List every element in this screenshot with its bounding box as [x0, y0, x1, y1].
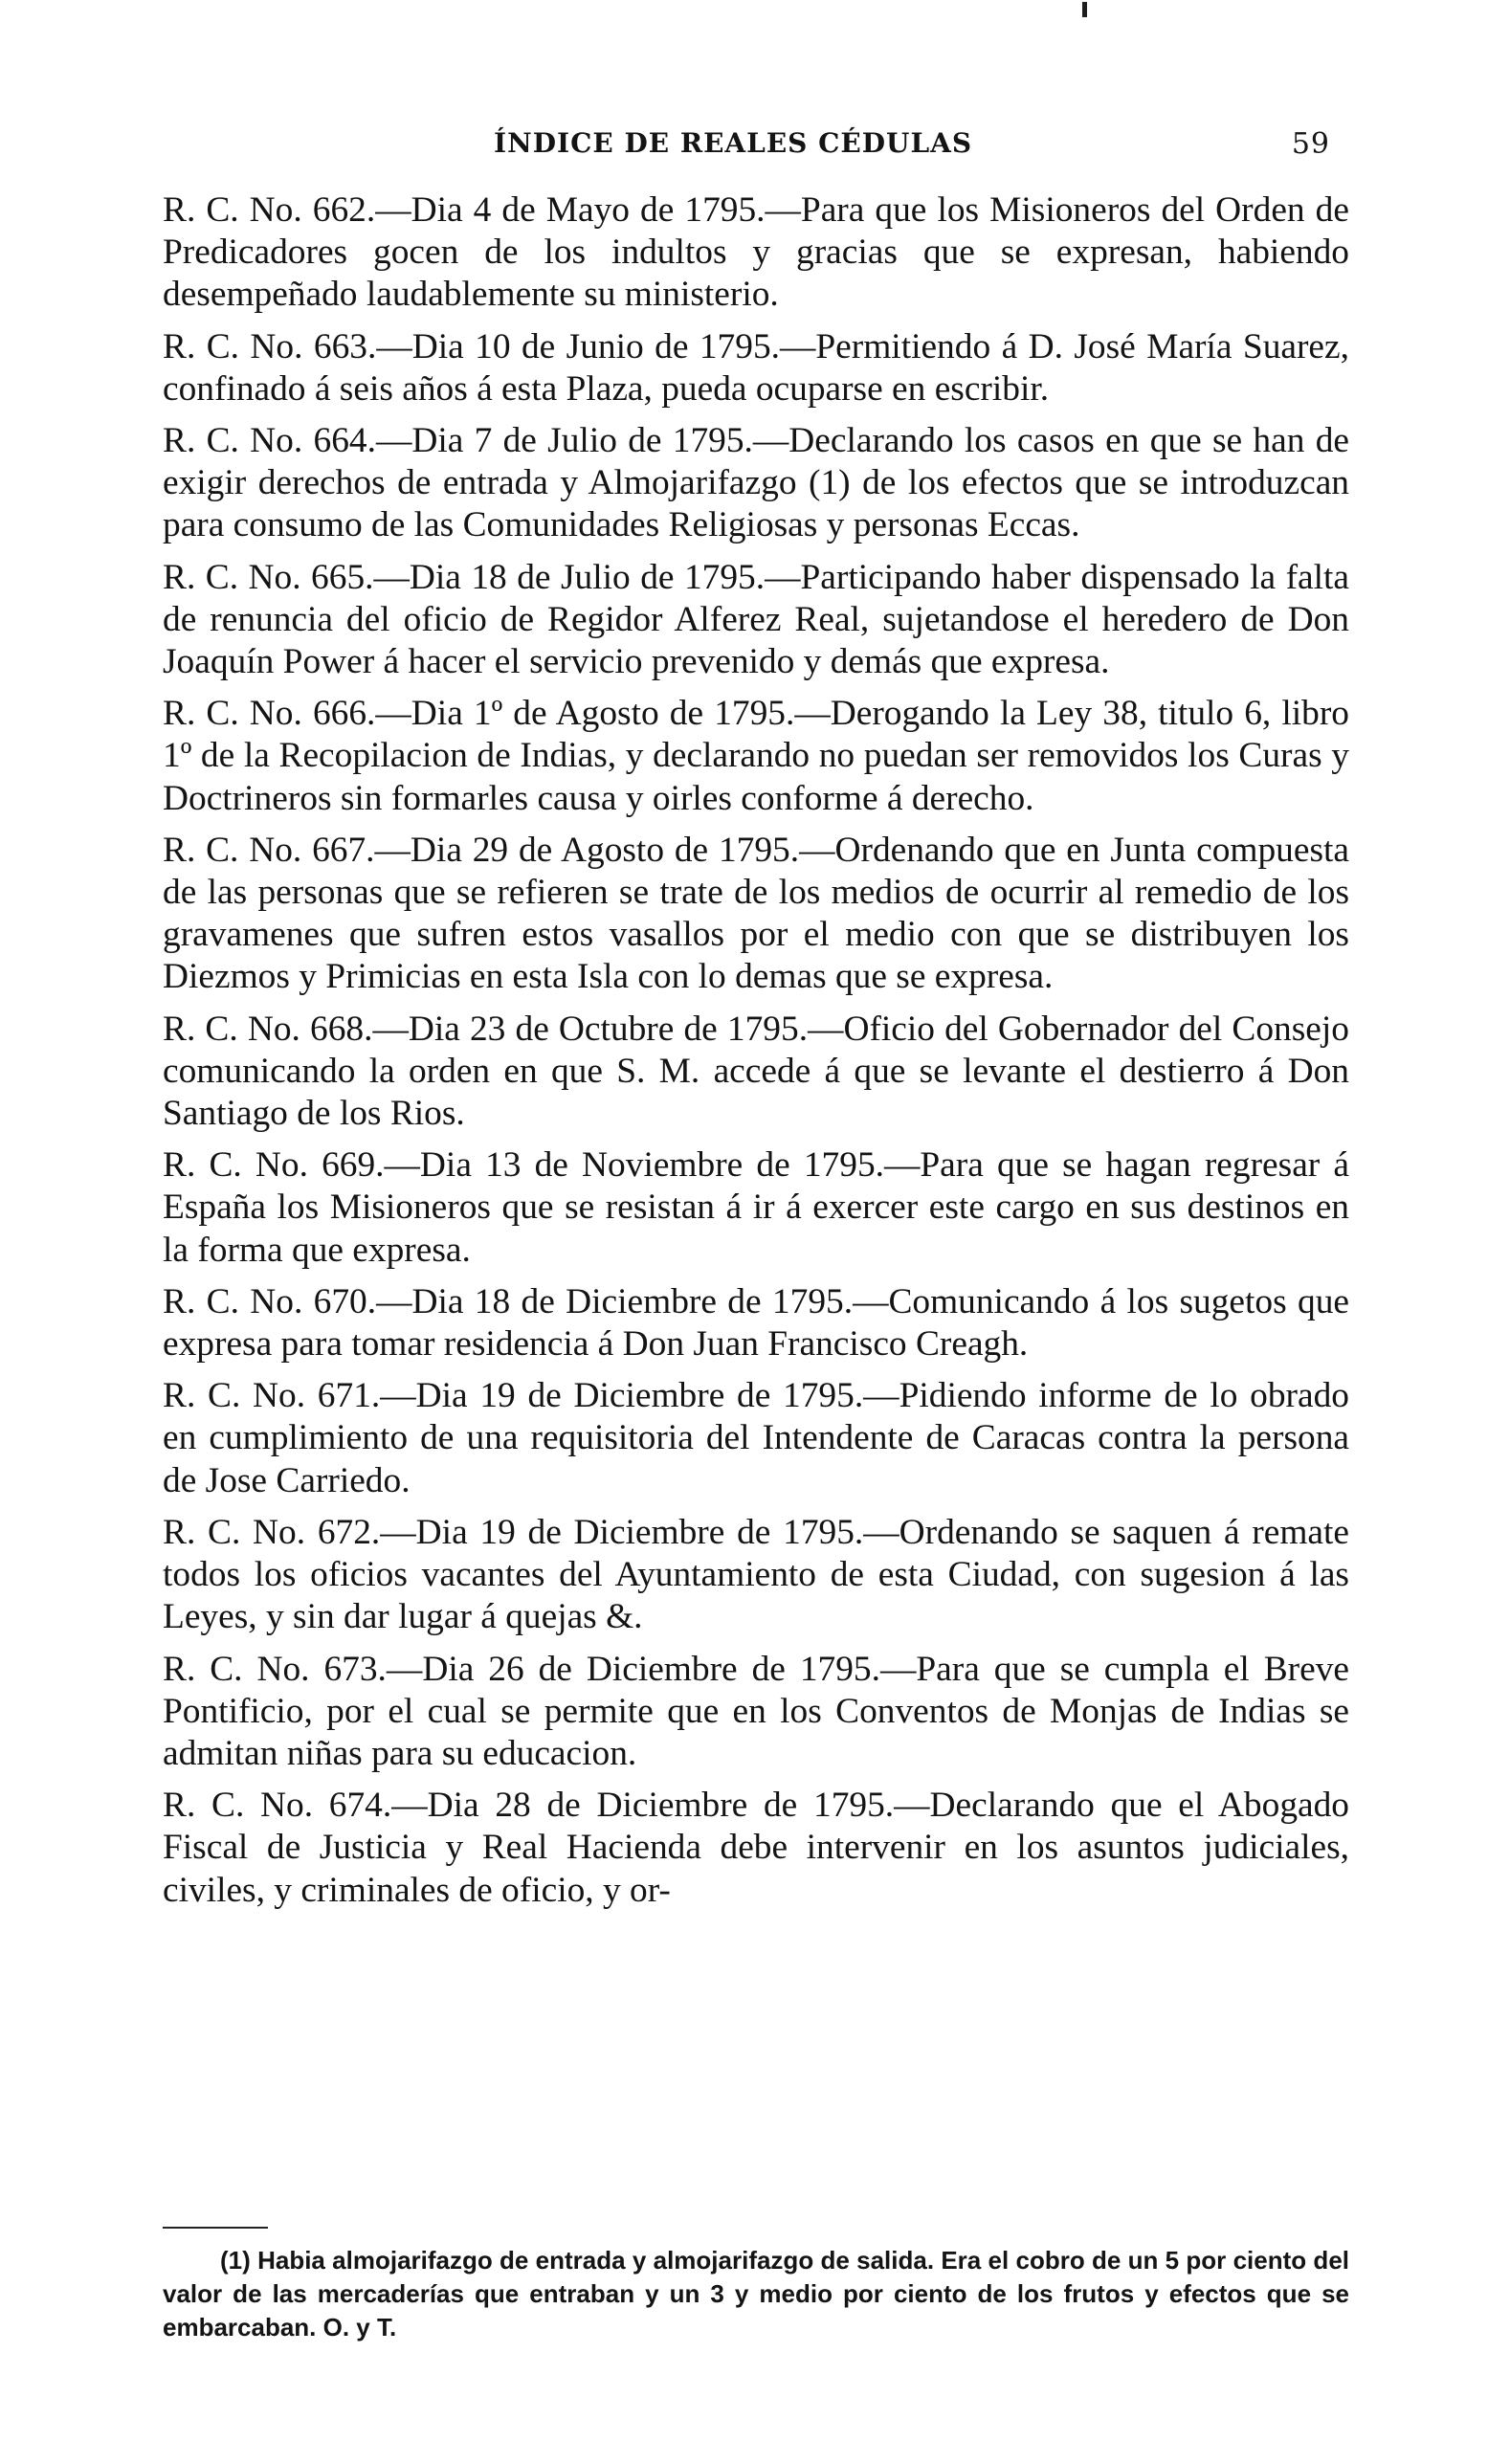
entry-date: —Dia 18 de Julio de 1795.: [373, 557, 766, 597]
entry-ref: R. C. No. 665.: [163, 557, 374, 597]
entry-date: —Dia 4 de Mayo de 1795.: [375, 190, 766, 230]
entry-date: —Dia 1º de Agosto de 1795.: [375, 694, 795, 734]
entry-673: [163, 1649, 1349, 1776]
document-body: [163, 189, 1349, 1921]
entry-ref: R. C. No. 664.: [163, 421, 376, 461]
entry-date: —Dia 18 de Diciembre de 1795.: [376, 1281, 854, 1321]
entry-date: —Dia 26 de Diciembre de 1795.: [386, 1649, 880, 1689]
entry-ref: R. C. No. 673.: [163, 1649, 387, 1689]
entry-ref: R. C. No. 667.: [163, 830, 375, 870]
entry-663: [163, 326, 1349, 411]
entry-text: —Ordenando que en Junta compuesta de las personas que se refieren se trate de los medios de ocurrir al remedio de los gravamenes que sufren estos vasallos por el medio con que se distribuyen los Diezmos y Primicias en esta Isla con lo demas que se expresa.: [163, 830, 1349, 997]
entry-671: [163, 1375, 1349, 1502]
page-number: 59: [1291, 127, 1330, 161]
entry-date: —Dia 7 de Julio de 1795.: [375, 421, 753, 461]
entry-text: —Para que los Misioneros del Orden de Predicadores gocen de los indultos y gracias que se expresan, habiendo desempeñado laudablemente su ministerio.: [163, 190, 1349, 315]
entry-ref: R. C. No. 663.: [163, 326, 377, 366]
scan-mark: [1082, 2, 1087, 17]
footnote: [163, 2244, 1349, 2344]
entry-666: [163, 693, 1349, 820]
entry-669: [163, 1144, 1349, 1272]
entry-date: —Dia 13 de Noviembre de 1795.: [384, 1145, 884, 1186]
footnote-rule: [163, 2227, 268, 2229]
entry-ref: R. C. No. 671.: [163, 1376, 381, 1416]
entry-text: —Participando haber dispensado la falta de renuncia del oficio de Regidor Alferez Real, sujetandose el heredero de Don Joaquín Power á hacer el servicio prevenido y demás que expresa.: [163, 557, 1349, 682]
entry-ref: R. C. No. 672.: [163, 1512, 381, 1552]
entry-text: —Derogando la Ley 38, titulo 6, libro 1º de la Recopilacion de Indias, y declarando no puedan ser removidos los Curas y Doctrineros sin formarles causa y oirles conforme á derecho.: [163, 694, 1349, 818]
entry-ref: R. C. No. 669.: [163, 1145, 385, 1186]
entry-670: [163, 1281, 1349, 1365]
header-title: ÍNDICE DE REALES CÉDULAS: [494, 127, 973, 159]
entry-date: —Dia 19 de Diciembre de 1795.: [380, 1376, 864, 1416]
entry-ref: R. C. No. 662.: [163, 190, 376, 230]
entry-667: [163, 830, 1349, 999]
entry-date: —Dia 29 de Agosto de 1795.: [374, 830, 800, 870]
entry-date: —Dia 10 de Junio de 1795.: [376, 326, 780, 366]
entry-668: [163, 1009, 1349, 1136]
entry-text: —Para que se hagan regresar á España los Misioneros que se resistan á ir á exercer este cargo en sus destinos en la forma que expresa.: [163, 1145, 1349, 1270]
entry-date: —Dia 23 de Octubre de 1795.: [372, 1009, 809, 1049]
entry-text: —Declarando que el Abogado Fiscal de Justicia y Real Hacienda debe intervenir en los asuntos judiciales, civiles, y criminales de oficio, y or-: [163, 1786, 1349, 1910]
entry-ref: R. C. No. 674.: [163, 1786, 392, 1826]
entry-662: [163, 189, 1349, 317]
footnote-text: Habia almojarifazgo de entrada y almojarifazgo de salida. Era el cobro de un 5 por ciento del valor de las mercaderías que entraban y un 3 y medio por ciento de los frutos y efectos que se embarcaban. O. y T.: [163, 2246, 1349, 2342]
entry-date: —Dia 28 de Diciembre de 1795.: [391, 1786, 895, 1826]
running-header: [191, 127, 1340, 166]
entry-text: —Declarando los casos en que se han de exigir derechos de entrada y Almojarifazgo (1) de los efectos que se introduzcan para consumo de las Comunidades Religiosas y personas Eccas.: [163, 421, 1349, 545]
footnote-marker: (1): [220, 2246, 251, 2275]
entry-date: —Dia 19 de Diciembre de 1795.: [380, 1512, 864, 1552]
entry-674: [163, 1785, 1349, 1912]
entry-text: —Oficio del Gobernador del Consejo comunicando la orden en que S. M. accede á que se levante el destierro á Don Santiago de los Rios.: [163, 1009, 1349, 1134]
entry-text: —Permitiendo á D. José María Suarez, confinado á seis años á esta Plaza, pueda ocuparse en escribir.: [163, 326, 1349, 409]
entry-672: [163, 1512, 1349, 1639]
entry-text: —Para que se cumpla el Breve Pontificio, por el cual se permite que en los Conventos de Monjas de Indias se admitan niñas para su educacion.: [163, 1649, 1350, 1773]
entry-ref: R. C. No. 670.: [163, 1281, 377, 1321]
entry-ref: R. C. No. 666.: [163, 694, 376, 734]
entry-text: —Comunicando á los sugetos que expresa para tomar residencia á Don Juan Francisco Creagh.: [163, 1281, 1349, 1365]
entry-ref: R. C. No. 668.: [163, 1009, 373, 1049]
entry-text: —Ordenando se saquen á remate todos los oficios vacantes del Ayuntamiento de esta Ciudad, con sugesion á las Leyes, y sin dar lugar á quejas &.: [163, 1512, 1349, 1637]
entry-text: —Pidiendo informe de lo obrado en cumplimiento de una requisitoria del Intendente de Caracas contra la persona de Jose Carriedo.: [163, 1376, 1349, 1500]
entry-665: [163, 557, 1349, 684]
entry-664: [163, 420, 1349, 547]
